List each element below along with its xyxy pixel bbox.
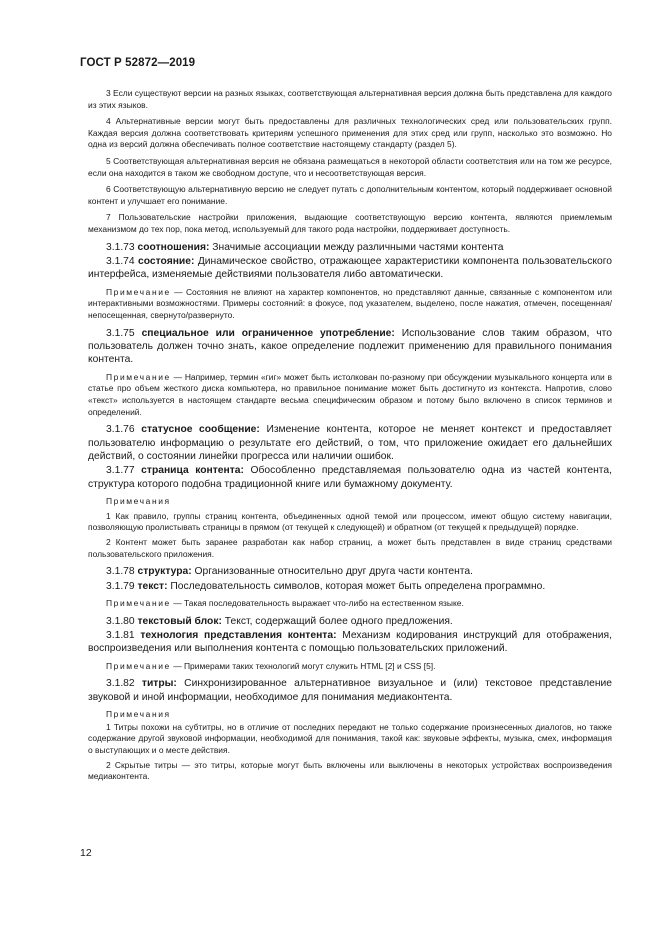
note-3-1-82-2: 2 Скрытые титры — это титры, которые могут быть включены или выключены в некоторых устройствах воспроизведения медиаконтента. [88,759,612,782]
note-3-1-77-2: 2 Контент может быть заранее разработан как набор страниц, а может быть представлен в виде страниц средствами пользовательского приложения. [88,536,612,559]
term-number: 3.1.81 [106,629,135,641]
term-name: соотношения: [137,241,210,253]
term-number: 3.1.77 [106,465,135,477]
term-definition: Динамическое свойство, отражающее характеристики компонента пользовательского интерфейса, изменяемые действиями пользователя либо автоматически. [88,255,612,281]
notes-label-3-1-82: Примечания [106,709,171,720]
note-item-5: 5 Соответствующая альтернативная версия не обязана размещаться в некоторой области соответствия или на том же ресурсе, если она находится в таком же свободном доступе, что и несоответствующая версия. [88,155,612,178]
term-name: состояние: [138,255,195,267]
term-definition: Значимые ассоциации между различными частями контента [212,241,504,253]
term-name: специальное или ограниченное употребление: [141,327,395,339]
term-number: 3.1.74 [106,255,135,267]
term-name: текстовый блок: [137,615,222,627]
term-3-1-80 [88,615,612,628]
term-definition: Текст, содержащий более одного предложения. [224,615,453,627]
page-header-title: ГОСТ Р 52872—2019 [80,57,196,69]
note-dash: — [170,660,184,671]
note-3-1-79 [88,598,612,610]
note-dash: — [170,286,186,297]
note-dash: — [170,371,185,382]
note-text: Такая последовательность выражает что-либо на естественном языке. [183,597,464,608]
note-3-1-75 [88,372,612,418]
term-name: страница контента: [141,465,244,477]
note-3-1-74 [88,287,612,322]
term-name: технология представления контента: [140,629,337,641]
note-label: Примечание [106,597,171,608]
note-item-4: 4 Альтернативные версии могут быть предоставлены для различных технологических сред или пользовательских групп. Каждая версия должна соответствовать критериям успешного применения для этих сред или групп, насколько это возможно. Но одна из версий должна обеспечивать полное соответствие настоящему стандарту (раздел 5). [88,116,612,150]
term-number: 3.1.78 [106,566,135,578]
term-definition: Обособленно представляемая пользователю одна из частей контента, структура которого подобна традиционной книге или бумажному документу. [88,465,612,490]
term-name: титры: [141,678,177,690]
term-3-1-77 [88,464,612,491]
note-3-1-77-1: 1 Как правило, группы страниц контента, объединенных одной темой или процессом, имеют общую систему навигации, позволяющую пролистывать страницы в прямом (от текущей к следующей) и обратном (от текущей к предыдущей) порядке. [88,510,612,533]
term-number: 3.1.73 [106,241,135,253]
term-name: статусное сообщение: [141,424,260,436]
note-3-1-81 [88,661,612,673]
term-3-1-81 [88,629,612,656]
note-text: Например, термин «гиг» может быть истолкован по-разному при обсуждении музыкального концерта или в статье про объем жесткого диска компьютера, но правильное понимание может быть достигнуто из контекста. Напротив, слово «текст» используется в настоящем стандарте весьма специфическим образом и потому было включено в список терминов и определений. [88,371,612,417]
note-text: Состояния не влияют на характер компонентов, но представляют данные, связанные с компонентом или интерактивными возможностями. Примеры состояний: в фокусе, под указателем, выделено, после нажатия, отмечен, посещенная/непосещенная, свернуто/развернуто. [88,286,612,320]
term-3-1-78 [88,565,612,578]
term-name: структура: [137,566,192,578]
term-definition: Последовательность символов, которая может быть определена программно. [170,580,546,592]
term-number: 3.1.76 [106,424,135,436]
term-definition: Изменение контента, которое не меняет контекст и предоставляет пользователю информацию о результате его действий, о том, что приложение ожидает его дальнейших действий, о состоянии линейки прогресса или наличии ошибок. [88,424,612,462]
page-number: 12 [80,847,92,859]
term-definition: Синхронизированное альтернативное визуальное и (или) текстовое представление звуковой и иной информации, необходимое для понимания медиаконтента. [88,678,612,703]
term-definition: Организованные относительно друг друга части контента. [194,566,473,578]
note-label: Примечание [106,371,171,382]
note-item-7: 7 Пользовательские настройки приложения, выдающие соответствующую версию контента, являются приемлемым механизмом до тех пор, пока метод, используемый для такого рода настройки, поддерживает доступность. [88,212,612,234]
term-3-1-76 [88,423,612,463]
term-number: 3.1.80 [106,615,135,627]
term-3-1-79 [88,580,612,593]
term-number: 3.1.79 [106,580,135,592]
note-label: Примечание [106,286,171,297]
note-text: Примерами таких технологий могут служить HTML [2] и CSS [5]. [183,660,436,671]
note-dash: — [170,597,184,608]
note-item-6: 6 Соответствующую альтернативную версию не следует путать с дополнительным контентом, который поддерживает основной контент и улучшает его понимание. [88,184,612,206]
term-name: текст: [137,580,168,592]
term-3-1-82 [88,677,612,704]
term-definition: Механизм кодирования инструкций для отображения, воспроизведения или выполнения контента с помощью пользовательских приложений. [88,629,612,655]
note-3-1-82-1: 1 Титры похожи на субтитры, но в отличие от последних передают не только содержание произнесенных диалогов, но также содержание другой звуковой информации, необходимой для понимания, такой как: звуковые эффекты, музыка, смех, информация о выступающих и о месте действия. [88,721,612,755]
term-definition: Использование слов таким образом, что пользователь должен точно знать, какое определение подлежит применению для правильного понимания контента. [88,327,612,366]
term-3-1-73 [88,241,612,254]
term-3-1-75 [88,327,612,367]
term-3-1-74 [88,255,612,282]
term-number: 3.1.75 [106,327,135,339]
note-label: Примечание [106,660,171,671]
notes-label-3-1-77: Примечания [106,496,171,507]
document-body [88,88,612,788]
note-item-3: 3 Если существуют версии на разных языках, соответствующая альтернативная версия должна быть представлена для каждого из этих языков. [88,88,612,110]
term-number: 3.1.82 [106,678,135,690]
